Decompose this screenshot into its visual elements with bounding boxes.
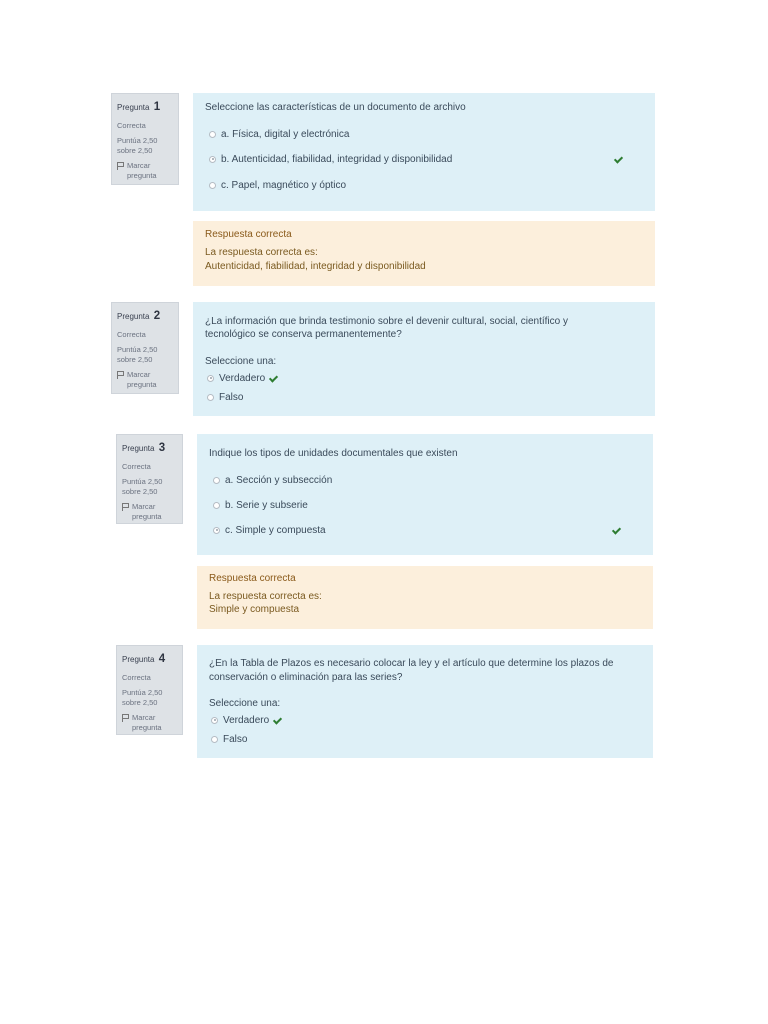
radio-button-selected[interactable] [209,156,216,163]
flag-question-label: Marcar pregunta [127,369,157,390]
check-icon [612,526,621,535]
check-icon [269,374,278,383]
feedback-title: Respuesta correcta [209,573,296,584]
question-formulation-4 [197,645,653,758]
select-one-prompt: Seleccione una: [205,356,277,367]
answer-option-true[interactable] [211,713,639,727]
question-info-1 [111,93,179,185]
flag-icon [117,371,124,379]
answer-option-a[interactable] [209,127,641,141]
radio-button-selected[interactable] [211,717,218,724]
question-info-3 [116,434,183,524]
flag-question-link[interactable] [117,370,173,390]
answer-option-c[interactable] [209,178,641,192]
flag-icon [117,162,124,170]
radio-button-selected[interactable] [207,375,214,382]
question-number-value: 2 [153,310,161,322]
flag-question-label: Marcar pregunta [132,712,162,733]
flag-question-link[interactable] [122,713,178,733]
question-text: Seleccione las características de un documento de archivo [205,102,466,113]
option-label: Falso [219,391,244,403]
option-label: b. Autenticidad, fiabilidad, integridad y disponibilidad [221,153,453,165]
feedback-answer: Simple y compuesta [209,604,300,615]
question-state: Correcta [117,329,146,339]
question-formulation-2 [193,302,655,416]
answer-option-true[interactable] [207,371,641,385]
question-text-line-2: tecnológico se conserva permanentemente? [205,329,402,340]
question-number-label: Pregunta [122,444,155,453]
option-label: b. Serie y subserie [225,499,308,511]
feedback-intro: La respuesta correcta es: [209,591,322,602]
select-one-prompt: Seleccione una: [209,698,281,709]
answer-option-b[interactable] [213,498,639,512]
radio-button[interactable] [213,502,220,509]
question-number [117,309,173,325]
question-number-value: 4 [158,653,166,665]
question-grade: Puntúa 2,50 sobre 2,50 [117,344,158,364]
question-state: Correcta [122,672,151,682]
radio-button-selected[interactable] [213,527,220,534]
feedback-box-3 [197,566,653,629]
radio-button[interactable] [207,394,214,401]
answer-option-c[interactable] [213,523,639,537]
question-info-4 [116,645,183,735]
radio-button[interactable] [209,182,216,189]
feedback-answer: Autenticidad, fiabilidad, integridad y disponibilidad [205,261,426,272]
check-icon [273,716,282,725]
feedback-box-1 [193,221,655,286]
question-number-label: Pregunta [117,312,150,321]
question-grade: Puntúa 2,50 sobre 2,50 [122,476,163,496]
option-label: a. Física, digital y electrónica [221,128,350,140]
question-number-value: 1 [153,101,161,113]
option-label: Falso [223,733,248,745]
option-label: a. Sección y subsección [225,474,333,486]
question-text-line-1: ¿La información que brinda testimonio sobre el devenir cultural, social, científico y [205,316,568,327]
option-label: Verdadero [223,714,270,726]
flag-question-link[interactable] [117,161,173,181]
flag-icon [122,503,129,511]
option-label: Verdadero [219,372,266,384]
flag-question-label: Marcar pregunta [127,160,157,181]
radio-button[interactable] [213,477,220,484]
radio-button[interactable] [211,736,218,743]
answer-option-false[interactable] [211,732,639,746]
flag-icon [122,714,129,722]
question-number [122,441,177,457]
question-number [122,652,177,668]
question-text-line-2: conservación o eliminación para las series? [209,672,403,683]
question-number-label: Pregunta [117,103,150,112]
question-info-2 [111,302,179,394]
question-number [117,100,173,116]
flag-question-label: Marcar pregunta [132,501,162,522]
question-formulation-1 [193,93,655,211]
question-grade: Puntúa 2,50 sobre 2,50 [122,687,163,707]
question-formulation-3 [197,434,653,555]
feedback-title: Respuesta correcta [205,229,292,240]
radio-button[interactable] [209,131,216,138]
answer-option-a[interactable] [213,473,639,487]
answer-option-false[interactable] [207,390,641,404]
question-number-label: Pregunta [122,655,155,664]
flag-question-link[interactable] [122,502,178,522]
question-state: Correcta [117,120,146,130]
feedback-intro: La respuesta correcta es: [205,247,318,258]
question-grade: Puntúa 2,50 sobre 2,50 [117,135,158,155]
question-text: Indique los tipos de unidades documentales que existen [209,448,458,459]
question-number-value: 3 [158,442,166,454]
question-text-line-1: ¿En la Tabla de Plazos es necesario colocar la ley y el artículo que determine los plazos de [209,658,614,669]
answer-option-b[interactable] [209,152,641,166]
option-label: c. Papel, magnético y óptico [221,179,347,191]
option-label: c. Simple y compuesta [225,524,326,536]
question-state: Correcta [122,461,151,471]
check-icon [614,155,623,164]
